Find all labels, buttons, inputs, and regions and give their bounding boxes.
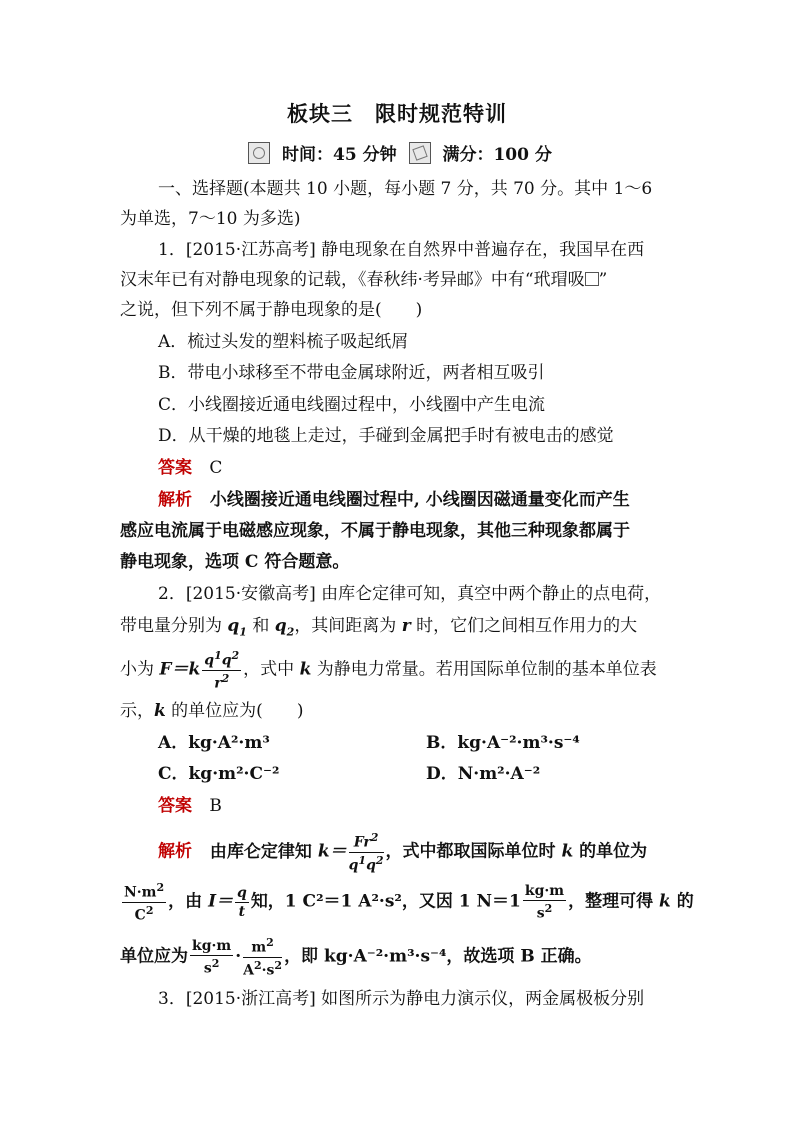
unit-fraction: $\frac{kg\cdot m}{s^2}$ [524, 882, 565, 922]
var-k: k [154, 701, 166, 721]
answer-value: B [209, 796, 222, 816]
analysis-label: 解析 [158, 490, 192, 510]
formula-fraction: $\frac{q}{t}$ [237, 884, 247, 920]
q2-stem-line3 [120, 650, 657, 690]
time-label: 时间：45 分钟 [282, 145, 397, 165]
q-symbol: q [274, 616, 287, 636]
q1-option-d: D．从干燥的地毯上走过，手碰到金属把手时有被电击的感觉 [158, 426, 614, 446]
section-heading-line2: 为单选，7～10 为多选) [120, 209, 301, 229]
var-k: k [299, 659, 312, 680]
score-label: 满分：100 分 [442, 145, 552, 165]
q2-stem-line1: 2．[2015·安徽高考] 由库仑定律可知，真空中两个静止的点电荷， [158, 584, 662, 604]
formula-current: I＝ [208, 891, 234, 912]
q1-stem-line2-end: ” [598, 270, 608, 290]
q2-answer [158, 794, 222, 818]
answer-label: 答案 [158, 796, 192, 816]
section-heading-line1: 一、选择题(本题共 10 小题，每小题 7 分，共 70 分。其中 1～6 [158, 179, 653, 199]
q1-stem-line2 [120, 268, 607, 292]
q2-stem-text: 小为 [120, 659, 160, 680]
analysis-text: 单位应为 [120, 946, 188, 967]
unit-fraction: $\frac{m^2}{A^2\cdot s^2}$ [243, 936, 283, 979]
unit-fraction: $\frac{N\cdot m^2}{C^2}$ [124, 881, 165, 924]
analysis-text: 的 [670, 891, 694, 912]
var-k: k [561, 841, 574, 862]
analysis-label: 解析 [158, 841, 192, 862]
var-q1: $q_1$ [227, 616, 247, 639]
analysis-text: 小线圈接近通电线圈过程中, 小线圈因磁通量变化而产生 [209, 490, 630, 510]
q2-stem-text: 示， [120, 701, 154, 721]
q2-stem-text: 带电量分别为 [120, 616, 228, 636]
var-k: k [659, 891, 671, 912]
q2-stem-text: ，其间距离为 [294, 616, 402, 636]
q1-analysis-line2: 感应电流属于电磁感应现象，不属于静电现象，其他三种现象都属于 [120, 521, 630, 541]
analysis-text: ，整理可得 [568, 891, 659, 912]
q2-analysis-line2 [120, 882, 694, 922]
unit-fraction: $\frac{kg\cdot m}{s^2}$ [192, 937, 232, 977]
q1-answer [158, 456, 222, 480]
q2-stem-text: 为静电力常量。若用国际单位制的基本单位表 [311, 659, 657, 680]
q1-stem-line1: 1．[2015·江苏高考] 静电现象在自然界中普遍存在，我国早在西 [158, 240, 645, 260]
q2-option-d: D．N·m²·A⁻² [426, 764, 541, 784]
formula-coulomb: F＝k [159, 659, 201, 680]
q2-stem-text: ，式中 [243, 659, 300, 680]
q3-stem-line1: 3．[2015·浙江高考] 如图所示为静电力演示仪，两金属极板分别 [158, 989, 645, 1009]
page-title: 板块三 限时规范特训 [287, 101, 507, 126]
score-icon [409, 142, 431, 164]
answer-value: C [209, 458, 223, 478]
q1-option-c: C．小线圈接近通电线圈过程中，小线圈中产生电流 [158, 395, 546, 415]
q1-option-b: B．带电小球移至不带电金属球附近，两者相互吸引 [158, 363, 545, 383]
q2-stem-text: 的单位应为( ) [165, 701, 304, 721]
q1-stem-line2-text: 汉末年已有对静电现象的记载，《春秋纬·考异邮》中有“玳瑁吸 [120, 270, 585, 290]
q2-option-a: A．kg·A²·m³ [158, 733, 270, 753]
formula-fraction: $\frac{Fr^2}{q^1q^2}$ [348, 831, 384, 874]
q2-analysis-line1 [158, 832, 647, 872]
var-r: r [401, 616, 411, 636]
q2-stem-line4 [120, 699, 303, 723]
analysis-text: 由库仑定律知 [209, 841, 318, 862]
q1-stem-line3: 之说，但下列不属于静电现象的是( ) [120, 300, 423, 320]
q1-option-a: A．梳过头发的塑料梳子吸起纸屑 [158, 332, 409, 352]
missing-glyph-icon [585, 272, 599, 286]
q2-option-c: C．kg·m²·C⁻² [158, 764, 280, 784]
clock-icon [248, 142, 270, 164]
q1-analysis-line1 [158, 488, 630, 512]
analysis-text: ，式中都取国际单位时 [385, 841, 562, 862]
analysis-text: 的单位为 [573, 841, 648, 862]
q2-option-b: B．kg·A⁻²·m³·s⁻⁴ [426, 733, 580, 753]
q2-stem-line2 [120, 614, 637, 644]
analysis-text: 知，1 C²＝1 A²·s²，又因 1 N＝1 [250, 891, 521, 912]
q-symbol: q [227, 616, 240, 636]
analysis-text: ，即 kg·A⁻²·m³·s⁻⁴，故选项 B 正确。 [284, 946, 592, 967]
q2-stem-text: 和 [246, 616, 275, 636]
exam-meta [0, 140, 794, 165]
var-q2: $q_2$ [274, 616, 295, 639]
answer-label: 答案 [158, 458, 192, 478]
formula-fraction: $\frac{q^1q^2}{r^2}$ [204, 649, 240, 692]
q1-analysis-line3: 静电现象，选项 C 符合题意。 [120, 552, 350, 572]
q2-analysis-line3: 单位应为 $\frac{kg\cdot m}{s^2}$ · $\frac{m^2}{A^2\cdot s^2}$ ，即 kg·A⁻²·m³·s⁻⁴，故选项 B 正确。 [120, 936, 592, 979]
formula-k: k＝ [317, 841, 347, 862]
q2-stem-text: 时，它们之间相互作用力的大 [410, 616, 638, 636]
analysis-text: ，由 [168, 891, 209, 912]
